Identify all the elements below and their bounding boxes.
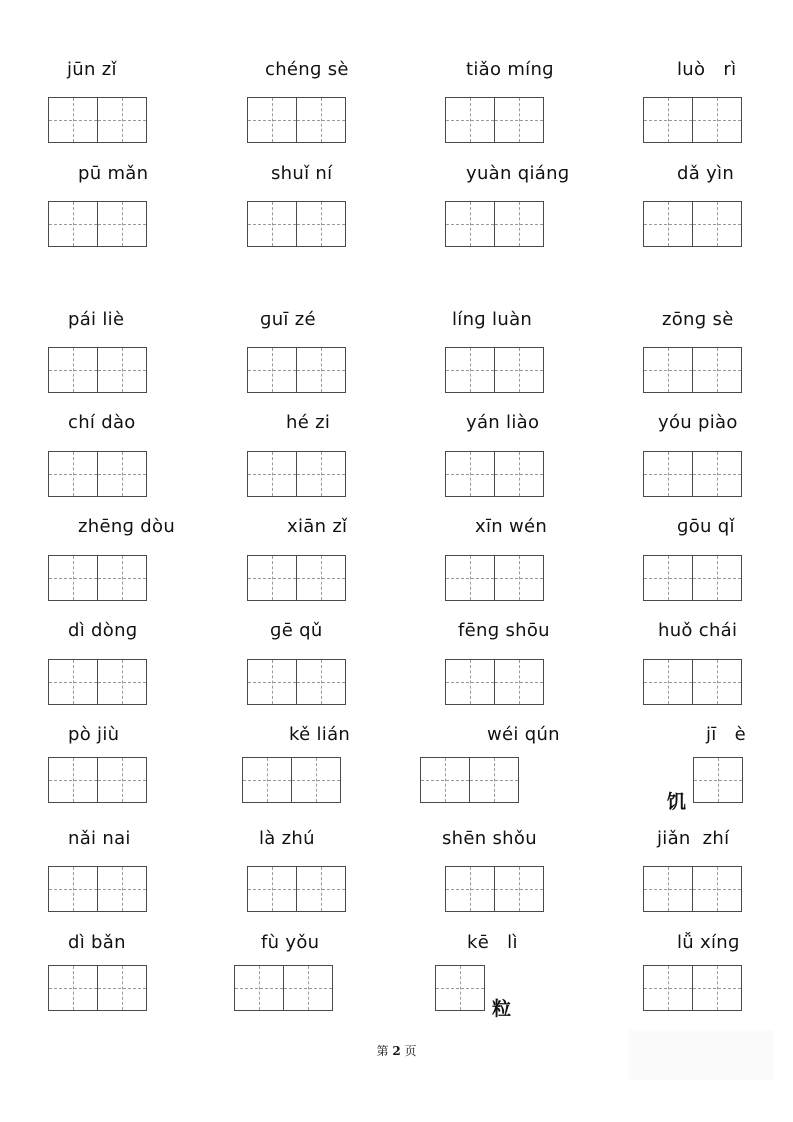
writing-cell[interactable] xyxy=(247,97,297,143)
writing-cell[interactable] xyxy=(97,659,147,705)
writing-cell[interactable] xyxy=(643,659,693,705)
writing-cell[interactable] xyxy=(494,555,544,601)
writing-grid[interactable] xyxy=(48,451,147,497)
pinyin-label: kě lián xyxy=(289,724,351,745)
writing-cell[interactable] xyxy=(494,347,544,393)
writing-grid[interactable] xyxy=(247,347,346,393)
writing-cell[interactable] xyxy=(97,97,147,143)
pinyin-label: pū mǎn xyxy=(78,163,149,184)
pinyin-label: yán liào xyxy=(466,412,540,433)
writing-cell[interactable] xyxy=(643,866,693,912)
writing-cell[interactable] xyxy=(420,757,470,803)
pinyin-label: shuǐ ní xyxy=(271,163,333,184)
writing-cell[interactable] xyxy=(693,757,743,803)
pinyin-label: pái liè xyxy=(68,309,125,330)
footer-prefix: 第 xyxy=(376,1044,389,1058)
writing-grid[interactable] xyxy=(643,97,742,143)
pinyin-label: dì dònɡ xyxy=(68,620,138,641)
writing-cell[interactable] xyxy=(469,757,519,803)
writing-grid[interactable] xyxy=(48,965,147,1011)
writing-cell[interactable] xyxy=(242,757,292,803)
writing-grid[interactable] xyxy=(247,451,346,497)
writing-grid[interactable] xyxy=(445,347,544,393)
pinyin-label: xiān zǐ xyxy=(287,516,348,537)
writing-cell[interactable] xyxy=(445,347,495,393)
writing-grid[interactable] xyxy=(643,555,742,601)
writing-cell[interactable] xyxy=(692,347,742,393)
writing-cell[interactable] xyxy=(97,347,147,393)
writing-grid[interactable] xyxy=(643,451,742,497)
writing-cell[interactable] xyxy=(445,201,495,247)
writing-cell[interactable] xyxy=(48,965,98,1011)
writing-grid[interactable] xyxy=(445,201,544,247)
pinyin-label: wéi qún xyxy=(487,724,560,745)
writing-cell[interactable] xyxy=(643,555,693,601)
writing-grid[interactable] xyxy=(234,965,333,1011)
writing-grid[interactable] xyxy=(247,555,346,601)
writing-cell[interactable] xyxy=(48,555,98,601)
writing-cell[interactable] xyxy=(445,659,495,705)
pinyin-label: xīn wén xyxy=(475,516,548,537)
writing-cell[interactable] xyxy=(494,866,544,912)
pinyin-label: dì bǎn xyxy=(68,932,126,953)
writing-cell[interactable] xyxy=(445,555,495,601)
writing-grid[interactable] xyxy=(420,757,519,803)
writing-grid[interactable] xyxy=(643,965,742,1011)
writing-grid[interactable] xyxy=(247,201,346,247)
writing-grid[interactable] xyxy=(48,97,147,143)
writing-grid[interactable] xyxy=(48,201,147,247)
pinyin-label: tiǎo mínɡ xyxy=(466,59,554,80)
pinyin-label: jī è xyxy=(706,724,747,745)
pinyin-label: jiǎn zhí xyxy=(657,828,730,849)
writing-grid[interactable] xyxy=(48,555,147,601)
writing-cell[interactable] xyxy=(643,965,693,1011)
writing-cell[interactable] xyxy=(643,201,693,247)
writing-grid[interactable] xyxy=(445,866,544,912)
pinyin-label: chénɡ sè xyxy=(265,59,349,80)
writing-cell[interactable] xyxy=(283,965,333,1011)
page-number: 2 xyxy=(392,1044,401,1058)
writing-cell[interactable] xyxy=(435,965,485,1011)
writing-cell[interactable] xyxy=(48,97,98,143)
writing-cell[interactable] xyxy=(692,965,742,1011)
writing-cell[interactable] xyxy=(97,555,147,601)
footer-suffix: 页 xyxy=(404,1044,417,1058)
writing-grid[interactable] xyxy=(247,97,346,143)
writing-grid[interactable] xyxy=(643,347,742,393)
given-character: 粒 xyxy=(492,998,512,1020)
pinyin-label: shēn shǒu xyxy=(442,828,537,849)
pinyin-label: ɡōu qǐ xyxy=(677,516,735,537)
writing-cell[interactable] xyxy=(97,201,147,247)
writing-cell[interactable] xyxy=(234,965,284,1011)
pinyin-label: yuàn qiánɡ xyxy=(466,163,570,184)
writing-cell[interactable] xyxy=(643,347,693,393)
writing-cell[interactable] xyxy=(247,659,297,705)
writing-cell[interactable] xyxy=(494,659,544,705)
writing-cell[interactable] xyxy=(692,866,742,912)
writing-cell[interactable] xyxy=(296,201,346,247)
writing-cell[interactable] xyxy=(445,97,495,143)
writing-cell[interactable] xyxy=(692,201,742,247)
pinyin-label: huǒ chái xyxy=(658,620,738,641)
writing-cell[interactable] xyxy=(48,659,98,705)
writing-cell[interactable] xyxy=(97,965,147,1011)
writing-cell[interactable] xyxy=(494,451,544,497)
writing-cell[interactable] xyxy=(643,97,693,143)
pinyin-label: luò rì xyxy=(677,59,737,80)
writing-cell[interactable] xyxy=(247,866,297,912)
writing-cell[interactable] xyxy=(692,451,742,497)
writing-grid[interactable] xyxy=(445,451,544,497)
writing-grid[interactable] xyxy=(693,757,743,803)
writing-cell[interactable] xyxy=(643,451,693,497)
pinyin-label: lǚ xínɡ xyxy=(677,932,740,953)
writing-grid[interactable] xyxy=(643,866,742,912)
writing-grid[interactable] xyxy=(48,757,147,803)
writing-cell[interactable] xyxy=(445,866,495,912)
writing-cell[interactable] xyxy=(48,347,98,393)
writing-cell[interactable] xyxy=(97,757,147,803)
pinyin-label: nǎi nai xyxy=(68,828,131,849)
writing-cell[interactable] xyxy=(445,451,495,497)
pinyin-label: yóu piào xyxy=(658,412,738,433)
writing-cell[interactable] xyxy=(247,451,297,497)
page-footer xyxy=(0,1042,793,1059)
pinyin-label: là zhú xyxy=(259,828,315,849)
writing-cell[interactable] xyxy=(494,201,544,247)
writing-cell[interactable] xyxy=(296,347,346,393)
pinyin-label: línɡ luàn xyxy=(452,309,533,330)
writing-grid[interactable] xyxy=(247,659,346,705)
writing-cell[interactable] xyxy=(48,451,98,497)
writing-cell[interactable] xyxy=(48,757,98,803)
writing-cell[interactable] xyxy=(692,555,742,601)
pinyin-label: ɡuī zé xyxy=(260,309,316,330)
writing-cell[interactable] xyxy=(247,201,297,247)
writing-cell[interactable] xyxy=(296,97,346,143)
writing-cell[interactable] xyxy=(48,866,98,912)
writing-cell[interactable] xyxy=(97,451,147,497)
writing-cell[interactable] xyxy=(296,659,346,705)
writing-grid[interactable] xyxy=(643,201,742,247)
writing-cell[interactable] xyxy=(247,555,297,601)
writing-grid[interactable] xyxy=(247,866,346,912)
pinyin-label: pò jiù xyxy=(68,724,120,745)
writing-grid[interactable] xyxy=(242,757,341,803)
writing-cell[interactable] xyxy=(296,555,346,601)
writing-cell[interactable] xyxy=(494,97,544,143)
pinyin-label: jūn zǐ xyxy=(67,59,117,80)
pinyin-label: zōnɡ sè xyxy=(662,309,734,330)
pinyin-label: zhēnɡ dòu xyxy=(78,516,176,537)
writing-cell[interactable] xyxy=(692,659,742,705)
writing-grid[interactable] xyxy=(435,965,485,1011)
writing-cell[interactable] xyxy=(296,866,346,912)
writing-cell[interactable] xyxy=(296,451,346,497)
writing-grid[interactable] xyxy=(445,555,544,601)
writing-grid[interactable] xyxy=(48,866,147,912)
pinyin-label: chí dào xyxy=(68,412,136,433)
writing-cell[interactable] xyxy=(291,757,341,803)
writing-grid[interactable] xyxy=(445,659,544,705)
pinyin-label: dǎ yìn xyxy=(677,163,735,184)
given-character: 饥 xyxy=(667,791,687,813)
writing-grid[interactable] xyxy=(48,659,147,705)
pinyin-label: fù yǒu xyxy=(261,932,320,953)
writing-grid[interactable] xyxy=(643,659,742,705)
writing-cell[interactable] xyxy=(97,866,147,912)
writing-cell[interactable] xyxy=(247,347,297,393)
writing-grid[interactable] xyxy=(48,347,147,393)
writing-grid[interactable] xyxy=(445,97,544,143)
pinyin-label: kē lì xyxy=(467,932,518,953)
pinyin-label: ɡē qǔ xyxy=(270,620,323,641)
pinyin-label: fēnɡ shōu xyxy=(458,620,550,641)
writing-cell[interactable] xyxy=(692,97,742,143)
pinyin-label: hé zi xyxy=(286,412,331,433)
writing-cell[interactable] xyxy=(48,201,98,247)
